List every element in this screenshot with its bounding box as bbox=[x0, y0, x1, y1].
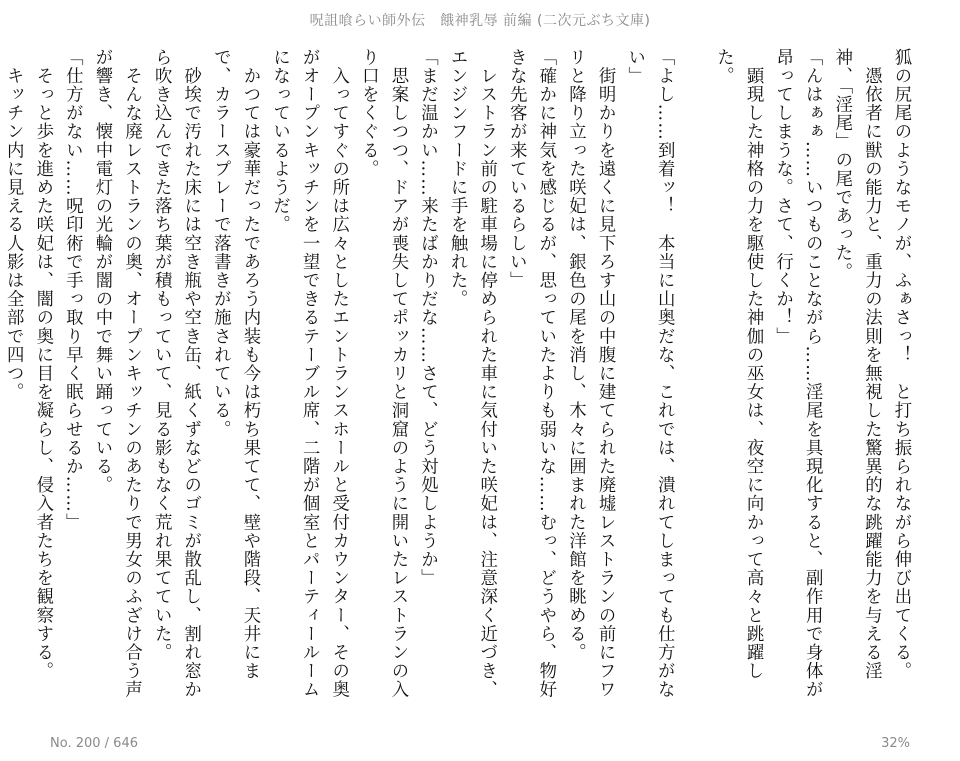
text-paragraph: そっと歩を進めた咲妃は、闇の奥に目を凝らし、侵入者たちを観察する。 bbox=[32, 48, 53, 681]
text-paragraph: 「んはぁぁ……いつものことながら……淫尾を具現化すると、副作用で身体が昂ってしまうな。さて、行くか！」 bbox=[772, 48, 823, 699]
text-paragraph: 「仕方がない……呪印術で手っ取り早く眠らせるか……」 bbox=[62, 48, 83, 532]
book-title: 呪詛喰らい師外伝 餓神乳辱 前編 (二次元ぶち文庫) bbox=[309, 13, 651, 29]
progress-percent: 32% bbox=[881, 736, 910, 751]
text-paragraph: 思案しつつ、ドアが喪失してポッカリと洞窟のように開いたレストランの入り口をくぐる。 bbox=[358, 48, 408, 699]
reading-page[interactable] bbox=[3, 48, 915, 716]
text-paragraph: キッチン内に見える人影は全部で四つ。 bbox=[3, 48, 24, 402]
text-paragraph: 砂埃で汚れた床には空き瓶や空き缶、紙くずなどのゴミが散乱し、割れ窓から吹き込んできた落ち葉が積もっていて、見る影もなく荒れ果てていた。 bbox=[151, 48, 201, 699]
location-indicator: No. 200 / 646 bbox=[50, 736, 138, 751]
text-paragraph: 入ってすぐの所は広々としたエントランスホールと受付カウンター、その奥がオープンキッチンを一望できるテーブル席、二階が個室とパーティールームになっているようだ。 bbox=[269, 48, 349, 699]
text-paragraph: レストラン前の駐車場に停められた車に気付いた咲妃は、注意深く近づき、エンジンフードに手を触れた。 bbox=[447, 48, 497, 699]
text-paragraph: 街明かりを遠くに見下ろす山の中腹に建てられた廃墟レストランの前にフワリと降り立った咲妃は、銀色の尾を消し、木々に囲まれた洋館を眺める。 bbox=[565, 48, 616, 699]
text-paragraph: 「確かに神気を感じるが、思っていたよりも弱いな……むっ、どうやら、物好きな先客が来ているらしい」 bbox=[506, 48, 556, 699]
text-paragraph: そんな廃レストランの奥、オープンキッチンのあたりで男女のふざけ合う声が響き、懐中電灯の光輪が闇の中で舞い踊っている。 bbox=[91, 48, 142, 699]
text-paragraph: 「よし……到着ッ！ 本当に山奥だな、これでは、潰れてしまっても仕方がない」 bbox=[624, 48, 675, 699]
vertical-text-body bbox=[3, 48, 915, 716]
text-paragraph: 「まだ温かい……来たばかりだな……さて、どう対処しようか」 bbox=[417, 48, 438, 588]
text-paragraph: 狐の尻尾のようなモノが、ふぁさっ！ と打ち振られながら伸び出てくる。 bbox=[891, 48, 911, 681]
text-paragraph: かつては豪華だったであろう内装も今は朽ち果てて、壁や階段、天井にまで、カラースプレーで落書きが施されている。 bbox=[210, 48, 260, 681]
book-title-header bbox=[0, 0, 960, 40]
text-paragraph bbox=[678, 48, 708, 716]
text-paragraph: 顕現した神格の力を駆使した神伽の巫女は、夜空に向かって高々と跳躍した。 bbox=[713, 48, 764, 681]
text-paragraph: 憑依者に獣の能力と、重力の法則を無視した驚異的な跳躍能力を与える淫神、「淫尾」の尾であった。 bbox=[831, 48, 882, 681]
